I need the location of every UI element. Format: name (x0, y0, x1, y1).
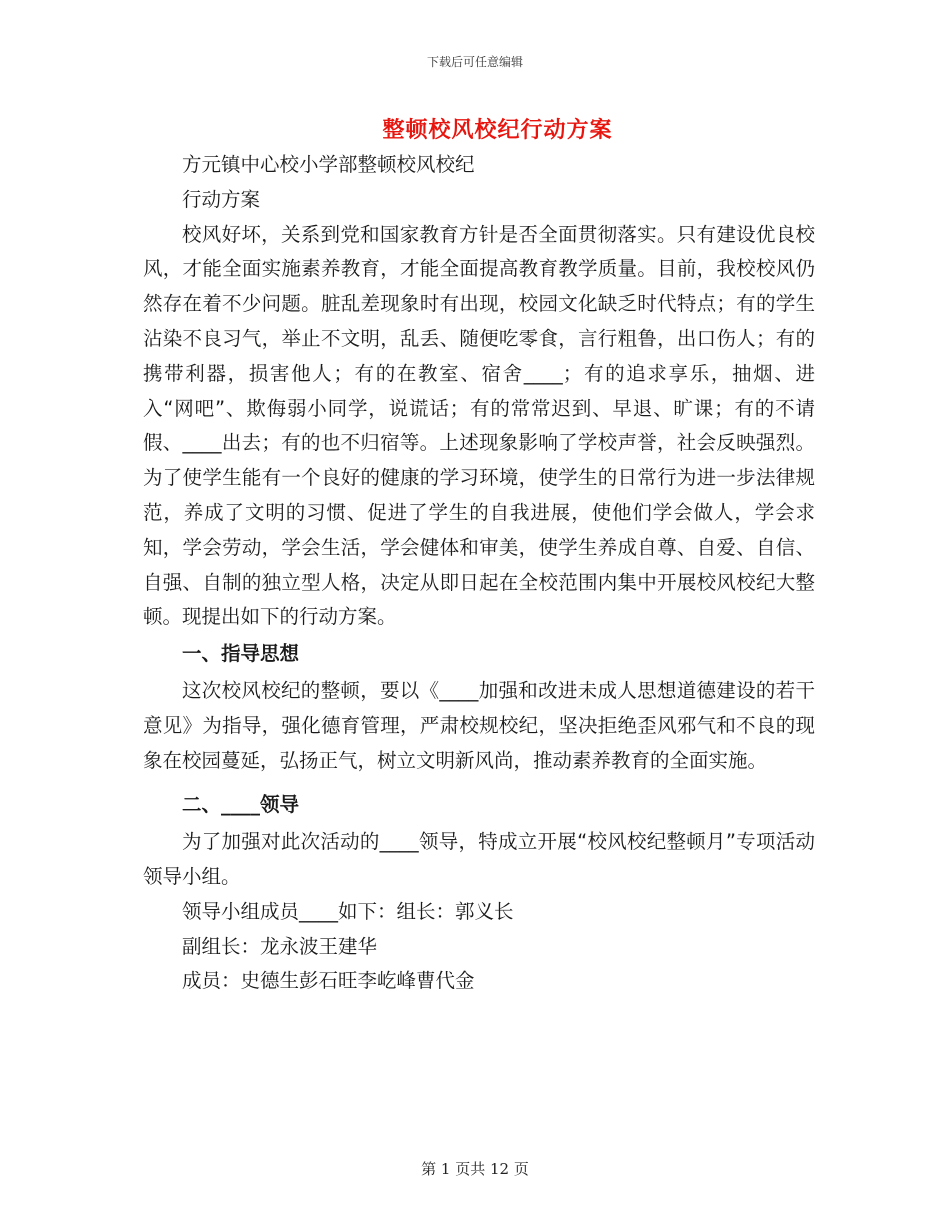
subtitle-line-2: 行动方案 (182, 187, 261, 211)
document-title: 整顿校风校纪行动方案 (382, 118, 613, 143)
guiding-ideology-paragraph: 这次校风校纪的整顿，要以《____加强和改进未成人思想道德建设的若干意见》为指导，强化德育管理，严肃校规校纪，坚决拒绝歪风邪气和不良的现象在校园蔓延，弘扬正气，树立文明新风尚，推动素养教育的全面实施。 (143, 678, 815, 772)
members-line: 成员：史德生彭石旺李屹峰曹代金 (182, 969, 475, 993)
intro-paragraph: 校风好坏，关系到党和国家教育方针是否全面贯彻落实。只有建设优良校风，才能全面实施素养教育，才能全面提高教育教学质量。目前，我校校风仍然存在着不少问题。脏乱差现象时有出现，校园文化缺乏时代特点；有的学生沾染不良习气，举止不文明，乱丢、随便吃零食，言行粗鲁，出口伤人；有的携带利器，损害他人；有的在教室、宿舍____；有的追求享乐，抽烟、进入“网吧”、欺侮弱小同学，说谎话；有的常常迟到、早退、旷课；有的不请假、____出去；有的也不归宿等。上述现象影响了学校声誉，社会反映强烈。为了使学生能有一个良好的健康的学习环境，使学生的日常行为进一步法律规范，养成了文明的习惯、促进了学生的自我进展，使他们学会做人，学会求知，学会劳动，学会生活，学会健体和审美，使学生养成自尊、自爱、自信、自强、自制的独立型人格，决定从即日起在全校范围内集中开展校风校纪大整顿。现提出如下的行动方案。 (143, 222, 815, 629)
section-heading-leadership: 二、____领导 (182, 793, 300, 817)
leader-group-line: 领导小组成员____如下：组长：郭义长 (182, 899, 514, 923)
subtitle-line-1: 方元镇中心校小学部整顿校风校纪 (182, 153, 475, 176)
document-body (143, 148, 815, 999)
deputy-leader-line: 副组长：龙永波王建华 (182, 934, 378, 958)
section-heading-guiding-ideology: 一、指导思想 (182, 642, 300, 666)
leadership-paragraph: 为了加强对此次活动的____领导，特成立开展“校风校纪整顿月”专项活动领导小组。 (143, 830, 815, 888)
page-number-footer: 第 1 页共 12 页 (421, 1160, 529, 1178)
header-note: 下载后可任意编辑 (426, 55, 523, 69)
